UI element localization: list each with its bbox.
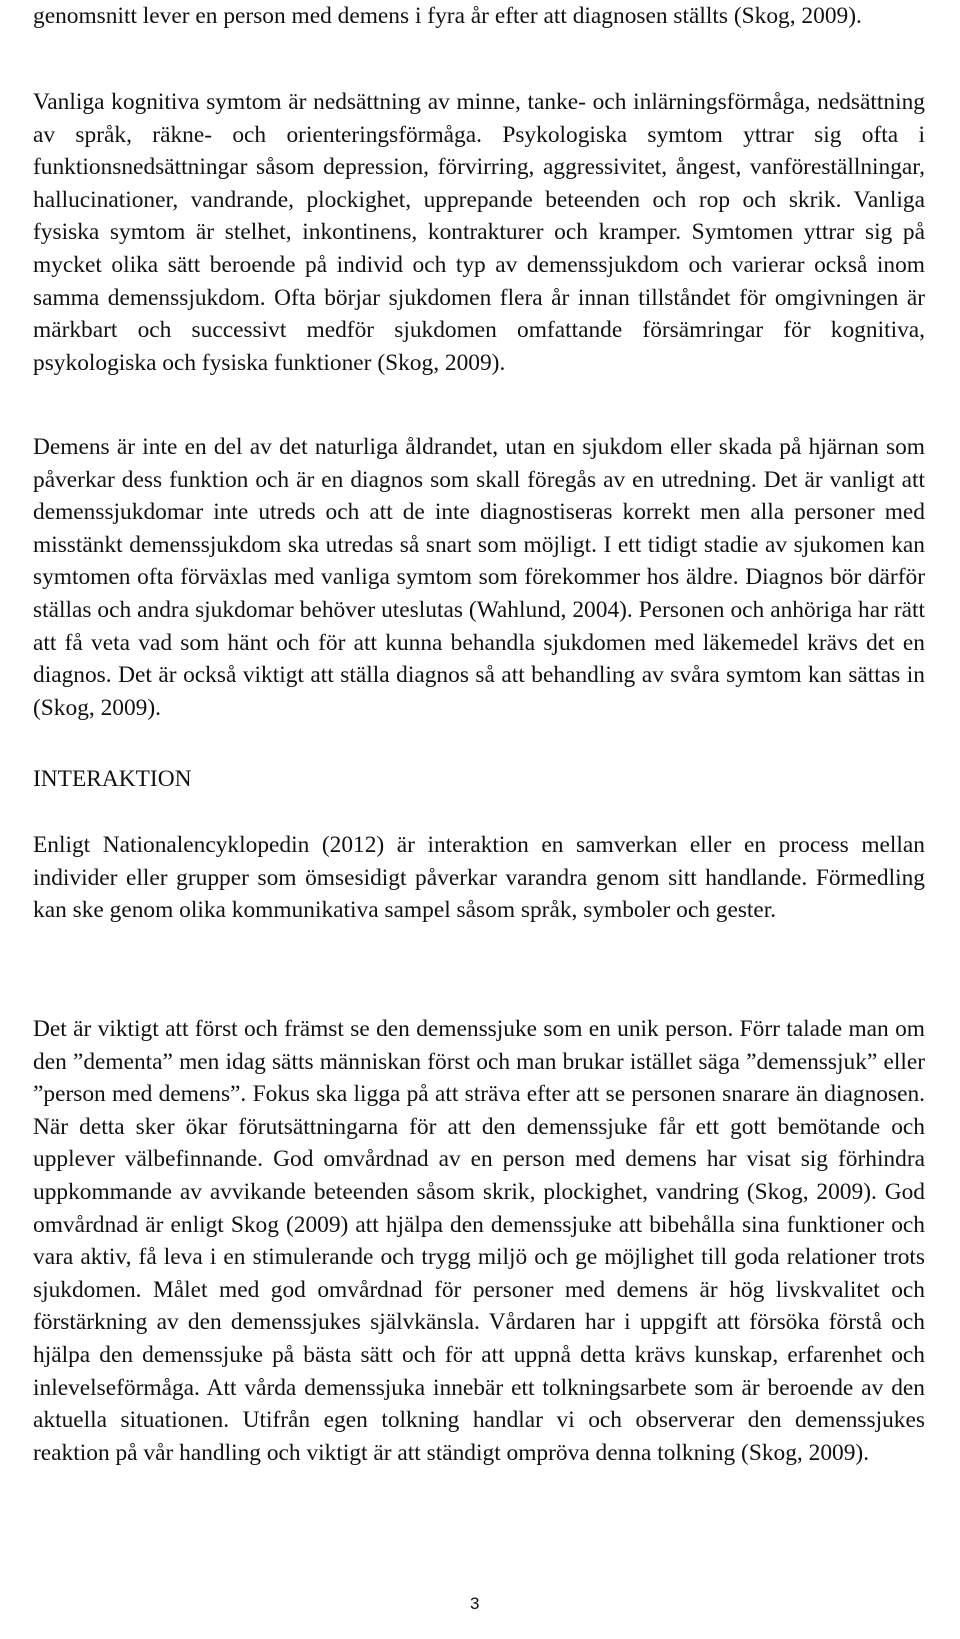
paragraph-symptoms: Vanliga kognitiva symtom är nedsättning av minne, tanke- och inlärningsförmåga, nedsättning av språk, räkne- och orienteringsförmåga. Psykologiska symtom yttrar sig ofta i funktionsnedsättningar såsom depression, förvirring, aggressivitet, ångest, vanföreställningar, hallucinationer, vandrande, plockighet, upprepande beteenden och rop och skrik. Vanliga fysiska symtom är stelhet, inkontinens, kontrakturer och kramper. Symtomen yttrar sig på mycket olika sätt beroende på individ och typ av demenssjukdom och varierar också inom samma demenssjukdom. Ofta börjar sjukdomen flera år innan tillståndet för omgivningen är märkbart och successivt medför sjukdomen omfattande försämringar för kognitiva, psykologiska och fysiska funktioner (Skog, 2009).: [33, 89, 925, 376]
paragraph-diagnosis: Demens är inte en del av det naturliga åldrandet, utan en sjukdom eller skada på hjärnan som påverkar dess funktion och är en diagnos som skall föregås av en utredning. Det är vanligt att demenssjukdomar inte utreds och att de inte diagnostiseras korrekt men alla personer med misstänkt demenssjukdom ska utredas så snart som möjligt. I ett tidigt stadie av sjukomen kan symtomen ofta förväxlas med vanliga symtom som förekommer hos äldre. Diagnos bör därför ställas och andra sjukdomar behöver uteslutas (Wahlund, 2004). Personen och anhöriga har rätt att få veta vad som hänt och för att kunna behandla sjukdomen med läkemedel krävs det en diagnos. Det är också viktigt att ställa diagnos så att behandling av svåra symtom kan sättas in (Skog, 2009).: [33, 434, 925, 721]
paragraph-interaction-definition: Enligt Nationalencyklopedin (2012) är interaktion en samverkan eller en process mellan individer eller grupper som ömsesidigt påverkar varandra genom sitt handlande. Förmedling kan ske genom olika kommunikativa sampel såsom språk, symboler och gester.: [33, 832, 925, 924]
paragraph-survival-time: genomsnitt lever en person med demens i fyra år efter att diagnosen ställts (Skog, 2009).: [33, 3, 862, 29]
section-heading-interaktion: INTERAKTION: [33, 766, 192, 792]
paragraph-person-centered-care: Det är viktigt att först och främst se den demenssjuke som en unik person. Förr talade man om den ”dementa” men idag sätts människan först och man brukar istället säga ”demenssjuk” eller ”person med demens”. Fokus ska ligga på att sträva efter att se personen snarare än diagnosen. När detta sker ökar förutsättningarna för att den demenssjuke får ett gott bemötande och upplever välbefinnande. God omvårdnad av en person med demens har visat sig förhindra uppkommande av avvikande beteenden såsom skrik, plockighet, vandring (Skog, 2009). God omvårdnad är enligt Skog (2009) att hjälpa den demenssjuke att bibehålla sina funktioner och vara aktiv, få leva i en stimulerande och trygg miljö och ge möjlighet till goda relationer trots sjukdomen. Målet med god omvårdnad för personer med demens är hög livskvalitet och förstärkning av den demenssjukes självkänsla. Vårdaren har i uppgift att försöka förstå och hjälpa den demenssjuke på bästa sätt och för att uppnå detta krävs kunskap, erfarenhet och inlevelseförmåga. Att vårda demenssjuka innebär ett tolkningsarbete som är beroende av den aktuella situationen. Utifrån egen tolkning handlar vi och observerar den demenssjukes reaktion på vår handling och viktigt är att ständigt ompröva denna tolkning (Skog, 2009).: [33, 1016, 925, 1466]
page-number: 3: [470, 1594, 480, 1613]
